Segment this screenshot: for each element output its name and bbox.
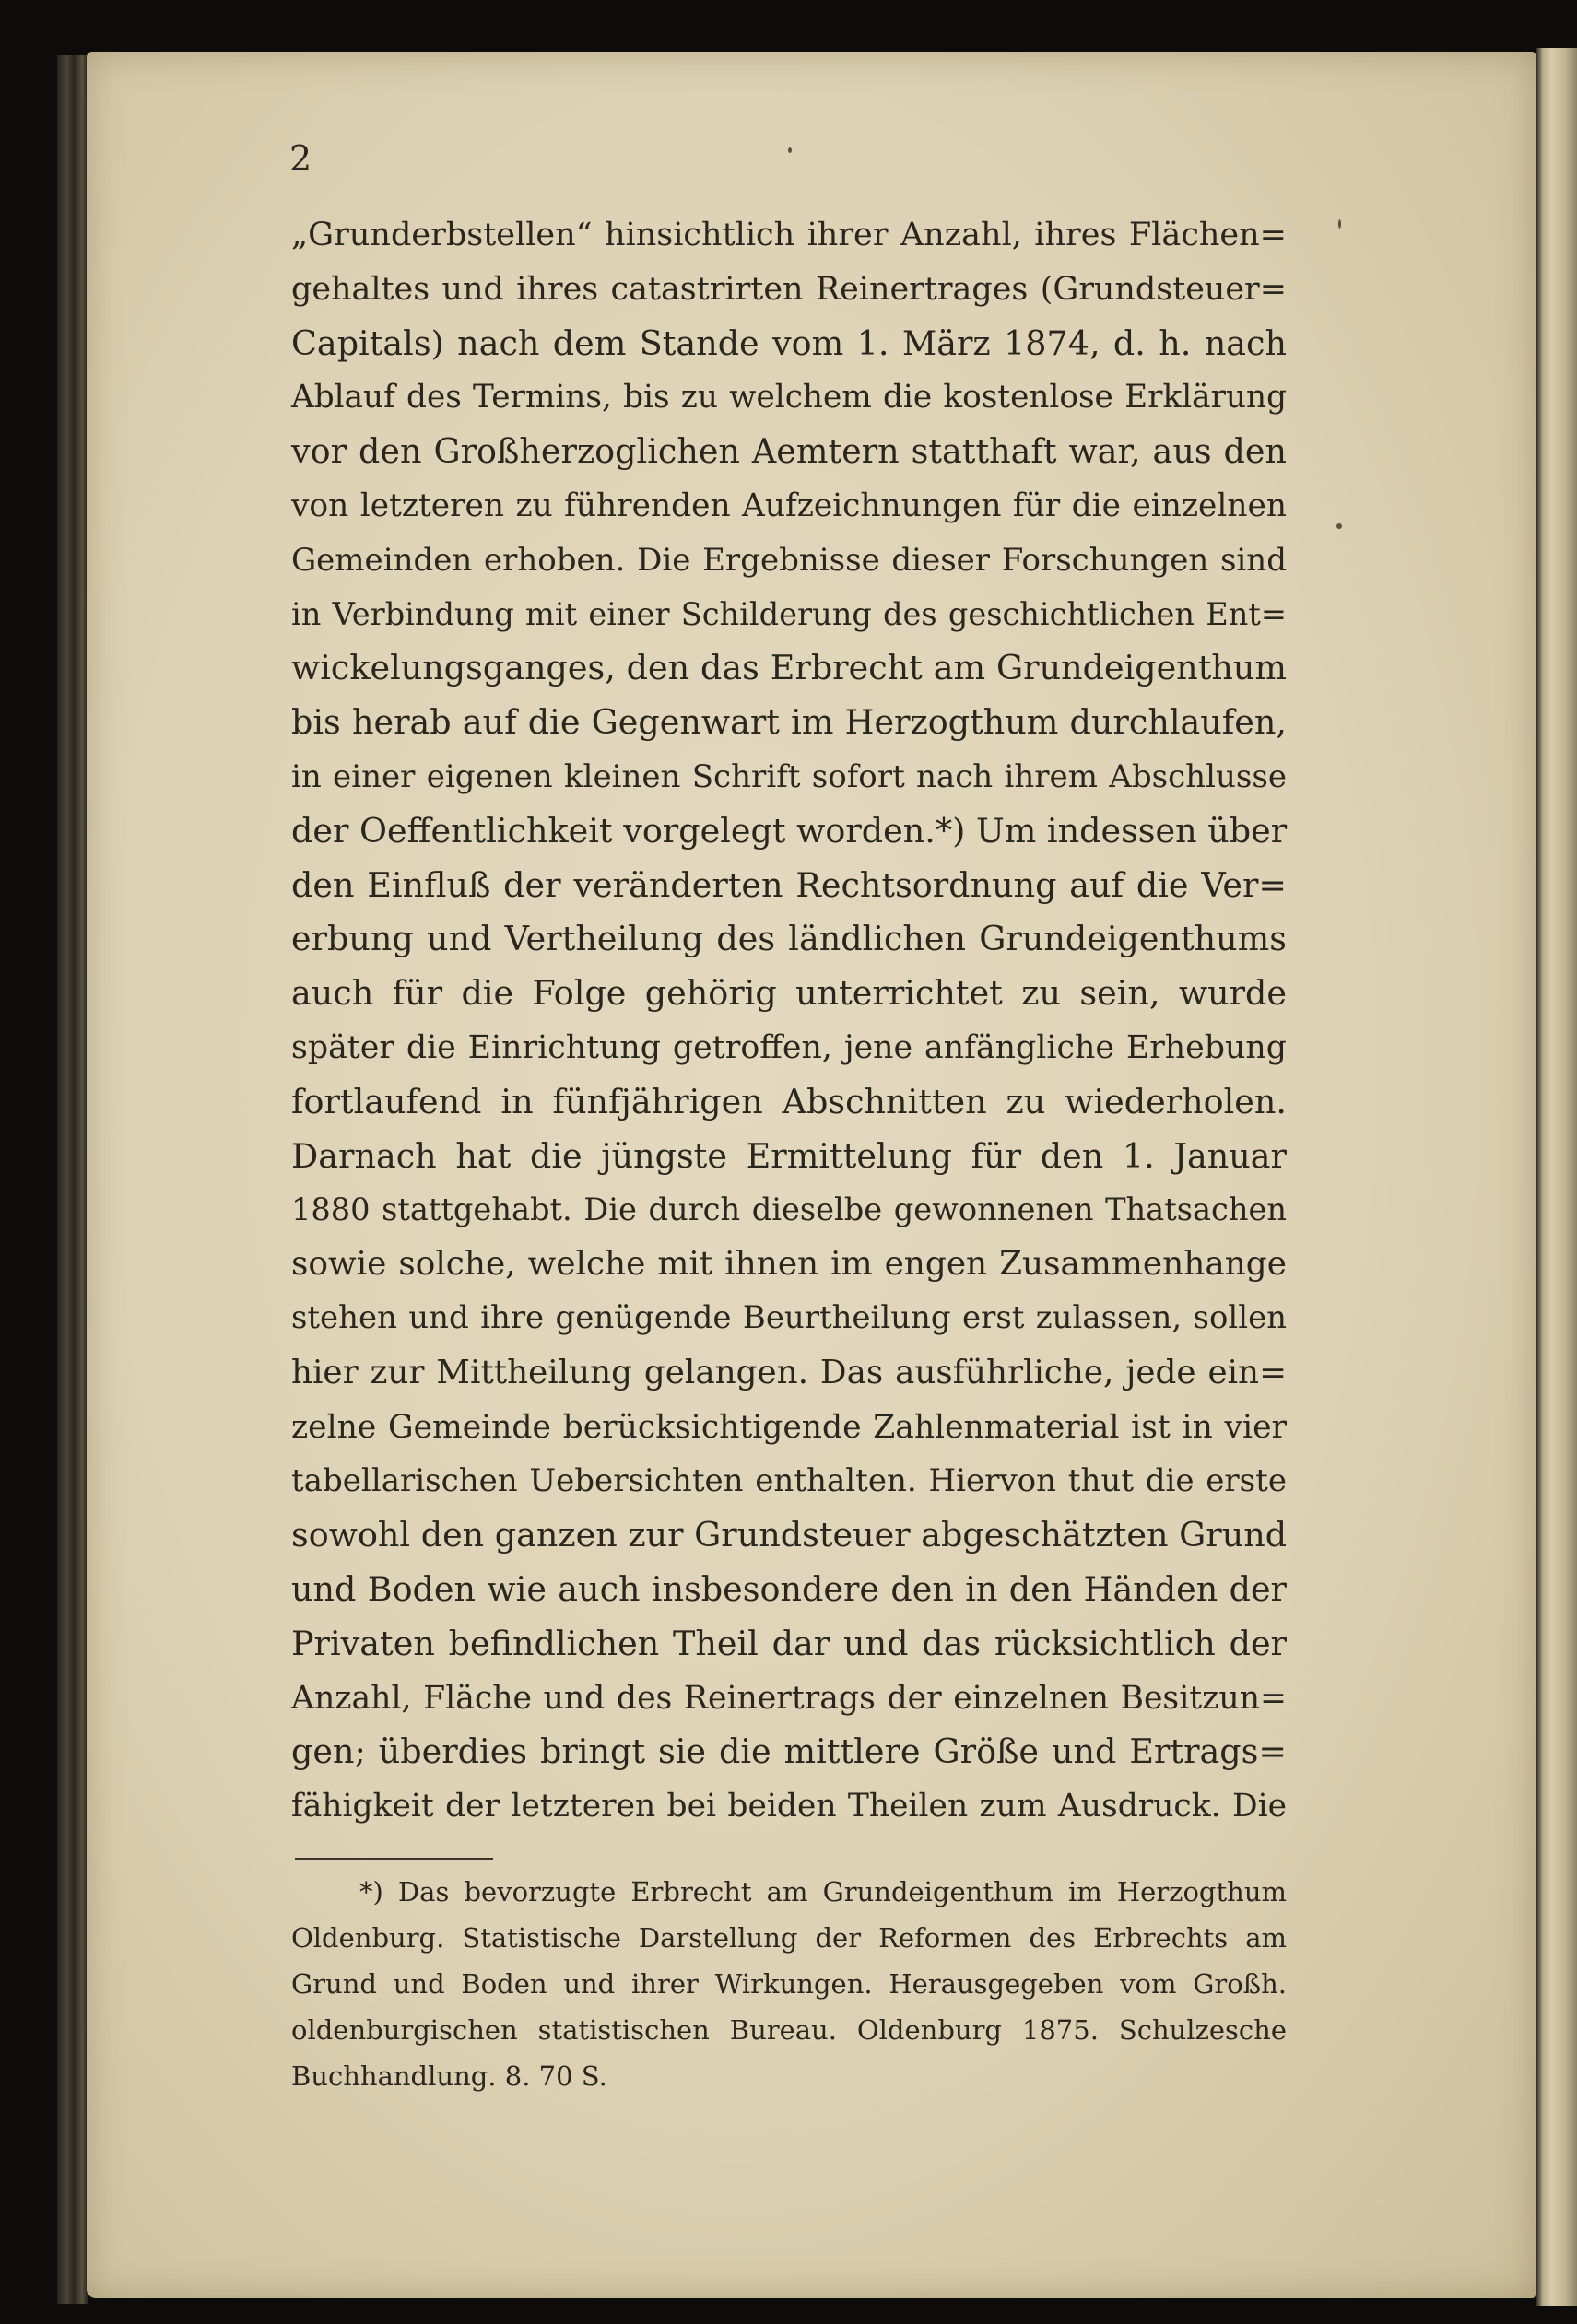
text-line: Capitals) nach dem Stande vom 1. März 1874, d. h. nach — [291, 323, 1287, 363]
text-line: fortlaufend in fünfjährigen Abschnitten zu wiederholen. — [291, 1081, 1287, 1121]
paper-speck — [1336, 523, 1342, 529]
footnote — [291, 1869, 1287, 2099]
text-line: bis herab auf die Gegenwart im Herzogthum durchlaufen, — [291, 702, 1287, 743]
text-line: tabellarischen Uebersichten enthalten. Hiervon thut die erste — [291, 1462, 1287, 1500]
text-line: auch für die Folge gehörig unterrichtet zu sein, wurde — [291, 973, 1287, 1014]
text-line: sowie solche, welche mit ihnen im engen Zusammenhange — [291, 1245, 1287, 1284]
text-line: erbung und Vertheilung des ländlichen Grundeigenthums — [291, 919, 1287, 959]
text-line: der Oeffentlichkeit vorgelegt worden.*) Um indessen über — [291, 810, 1288, 851]
footnote-line: oldenburgischen statistischen Bureau. Oldenburg 1875. Schulzesche — [291, 2014, 1287, 2046]
paper-speck — [788, 147, 792, 153]
text-line: Anzahl, Fläche und des Reinertrags der einzelnen Besitzun= — [291, 1679, 1287, 1717]
text-line: später die Einrichtung getroffen, jene anfängliche Erhebung — [291, 1028, 1287, 1066]
footnote-divider — [295, 1858, 493, 1860]
text-line: und Boden wie auch insbesondere den in den Händen der — [291, 1568, 1287, 1609]
text-line: sowohl den ganzen zur Grundsteuer abgeschätzten Grund — [291, 1515, 1288, 1555]
text-line: zelne Gemeinde berücksichtigende Zahlenmaterial ist in vier — [291, 1408, 1287, 1446]
text-line: Privaten befindlichen Theil dar und das rücksichtlich der — [291, 1623, 1287, 1663]
footnote-line: Grund und Boden und ihrer Wirkungen. Herausgegeben vom Großh. — [291, 1968, 1287, 2000]
text-line: gehaltes und ihres catastrirten Reinertrages (Grundsteuer= — [291, 270, 1287, 308]
text-line: gen; überdies bringt sie die mittlere Größe und Ertrags= — [291, 1731, 1287, 1772]
text-line: „Grunderbstellen“ hinsichtlich ihrer Anzahl, ihres Flächen= — [291, 216, 1287, 253]
text-line: Gemeinden erhoben. Die Ergebnisse dieser Forschungen sind — [291, 541, 1287, 579]
footnote-line: Oldenburg. Statistische Darstellung der Reformen des Erbrechts am — [291, 1922, 1287, 1954]
book-binding — [57, 55, 88, 2304]
footnote-line: Buchhandlung. 8. 70 S. — [291, 2060, 607, 2092]
text-line: vor den Großherzoglichen Aemtern statthaft war, aus den — [291, 431, 1287, 472]
text-line: fähigkeit der letzteren bei beiden Theilen zum Ausdruck. Die — [291, 1788, 1287, 1825]
text-line: hier zur Mittheilung gelangen. Das ausführliche, jede ein= — [291, 1353, 1287, 1391]
text-line: Darnach hat die jüngste Ermittelung für den 1. Januar — [291, 1135, 1287, 1176]
text-line: wickelungsganges, den das Erbrecht am Grundeigenthum — [291, 648, 1287, 688]
body-text — [291, 208, 1287, 1834]
text-line: den Einfluß der veränderten Rechtsordnung auf die Ver= — [291, 864, 1287, 905]
text-line: in Verbindung mit einer Schilderung des geschichtlichen Ent= — [291, 595, 1287, 632]
text-line: 1880 stattgehabt. Die durch dieselbe gewonnenen Thatsachen — [291, 1191, 1287, 1228]
text-line: von letzteren zu führenden Aufzeichnungen für die einzelnen — [291, 487, 1287, 524]
text-line: Ablauf des Termins, bis zu welchem die kostenlose Erklärung — [291, 379, 1287, 417]
paper-speck — [1338, 219, 1341, 229]
text-line: in einer eigenen kleinen Schrift sofort nach ihrem Abschlusse — [291, 757, 1287, 795]
page-number: 2 — [289, 138, 312, 179]
footnote-line: *) Das bevorzugte Erbrecht am Grundeigenthum im Herzogthum — [359, 1876, 1287, 1907]
next-page-edge — [1536, 48, 1577, 2306]
text-line: stehen und ihre genügende Beurtheilung erst zulassen, sollen — [291, 1299, 1287, 1336]
